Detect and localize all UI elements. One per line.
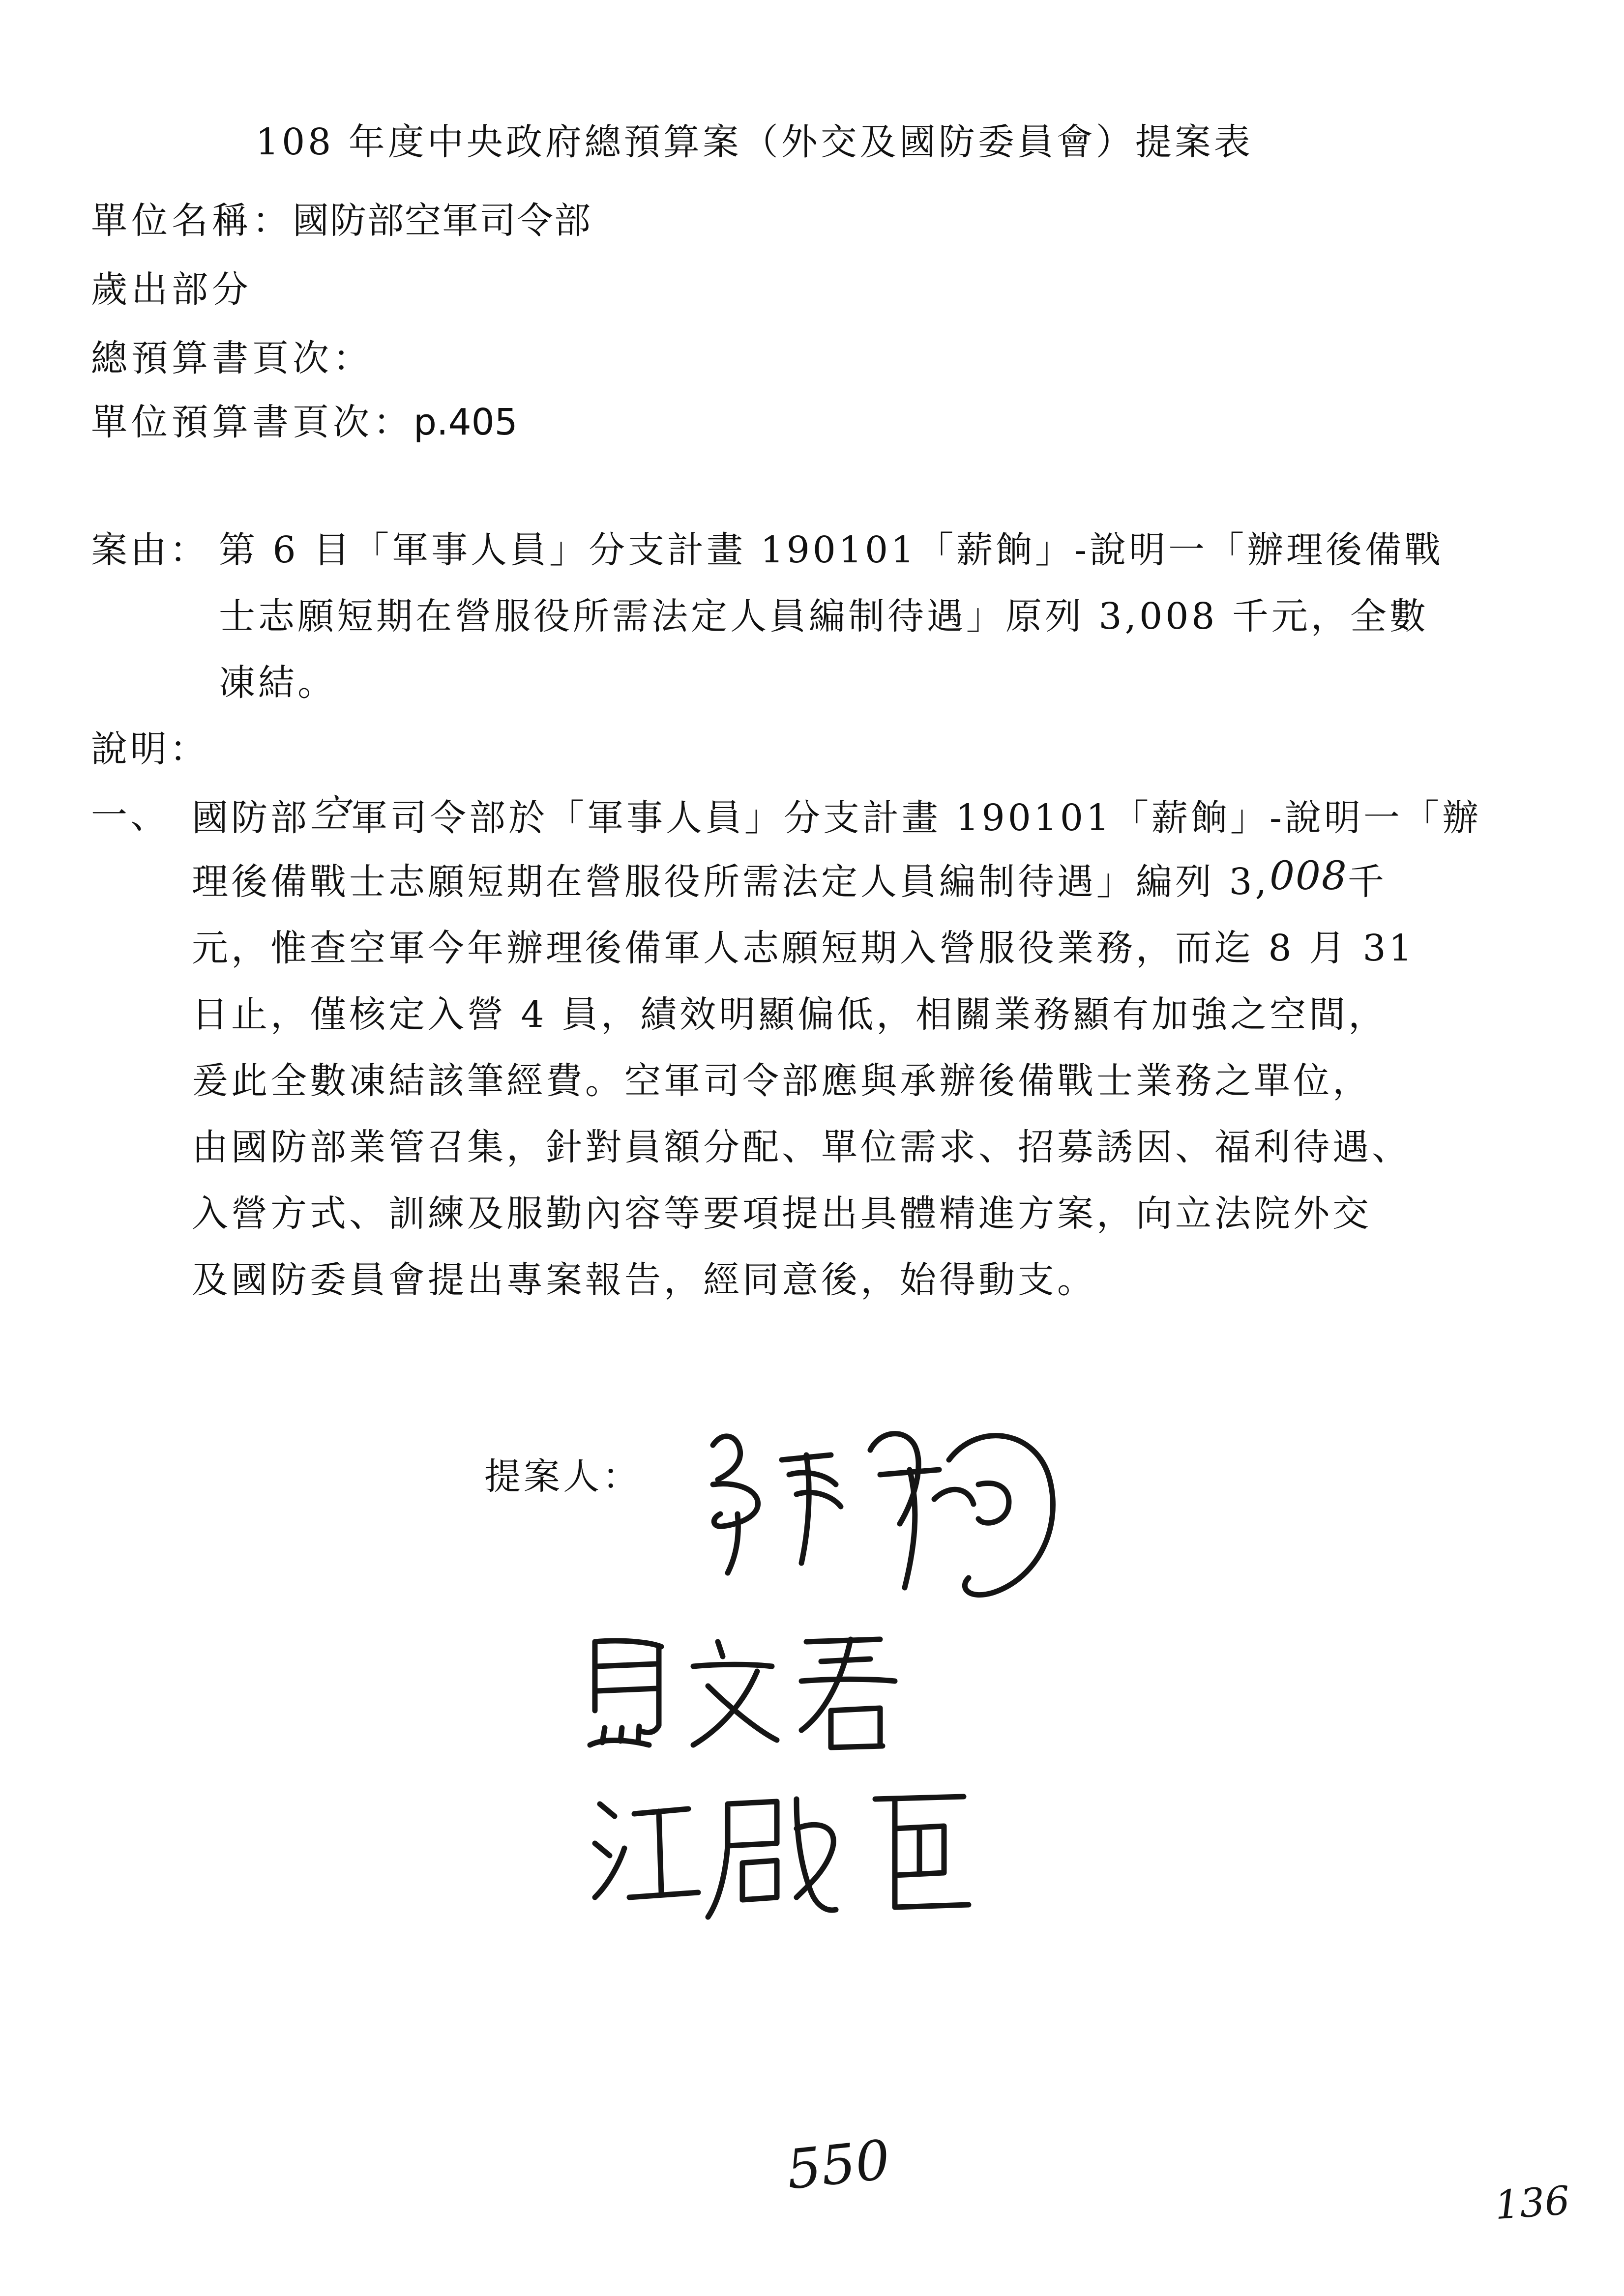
explanation-line-1 xyxy=(192,786,1481,842)
case-line: 凍結。 xyxy=(219,662,337,704)
handwritten-page-number: 550 xyxy=(783,2128,893,2202)
handwritten-insertion: 空 xyxy=(310,792,352,837)
handwritten-amount-correction: 008 xyxy=(1270,853,1348,899)
unit-budget-page-row xyxy=(91,393,518,445)
case-line: 第 6 目「軍事人員」分支計畫 190101「薪餉」-說明一「辦理後備戰 xyxy=(219,529,1444,571)
document-title: 108 年度中央政府總預算案（外交及國防委員會）提案表 xyxy=(256,121,1253,163)
explanation-line-2-end: 千 xyxy=(1347,861,1387,903)
explanation-line-2 xyxy=(192,853,1387,905)
explanation-line: 由國防部業管召集，針對員額分配、單位需求、招募誘因、福利待遇、 xyxy=(192,1126,1411,1168)
explanation-line: 爰此全數凍結該筆經費。空軍司令部應與承辦後備戰士業務之單位， xyxy=(192,1060,1372,1102)
unit-name-value: 國防部空軍司令部 xyxy=(293,200,591,242)
explanation-line: 日止，僅核定入營 4 員，績效明顯偏低，相關業務顯有加強之空間， xyxy=(192,993,1388,1036)
total-budget-page-label: 總預算書頁次： xyxy=(91,337,373,379)
explanation-line: 元，惟查空軍今年辦理後備軍人志願短期入營服役業務，而迄 8 月 31 xyxy=(192,927,1415,969)
explanation-line: 入營方式、訓練及服勤內容等要項提出具體精進方案，向立法院外交 xyxy=(192,1192,1372,1235)
signature-1 xyxy=(683,1401,1067,1627)
section-heading: 歲出部分 xyxy=(91,268,252,311)
handwritten-page-number: 136 xyxy=(1493,2177,1571,2229)
explanation-line-1-end: 軍司令部於「軍事人員」分支計畫 190101「薪餉」-說明一「辦 xyxy=(351,797,1482,839)
signature-2 xyxy=(575,1612,910,1770)
item-marker: 一、 xyxy=(91,794,170,837)
explanation-line: 及國防委員會提出專案報告，經同意後，始得動支。 xyxy=(192,1259,1096,1301)
unit-budget-page-label: 單位預算書頁次： xyxy=(91,401,413,443)
total-budget-page-row xyxy=(91,329,373,381)
case-line: 士志願短期在營服役所需法定人員編制待遇」原列 3,008 千元，全數 xyxy=(219,595,1429,638)
explanation-label: 說明： xyxy=(91,728,209,770)
signature-3 xyxy=(580,1770,983,1937)
unit-name-label: 單位名稱： xyxy=(91,200,293,242)
explanation-line-2-start: 理後備戰士志願短期在營服役所需法定人員編制待遇」編列 3, xyxy=(192,861,1270,903)
unit-budget-page-value: p.405 xyxy=(413,401,518,443)
proposers-label: 提案人： xyxy=(484,1455,642,1498)
unit-name-row xyxy=(91,192,591,244)
case-label: 案由： xyxy=(91,529,209,571)
explanation-line-1-start: 國防部 xyxy=(192,797,310,839)
